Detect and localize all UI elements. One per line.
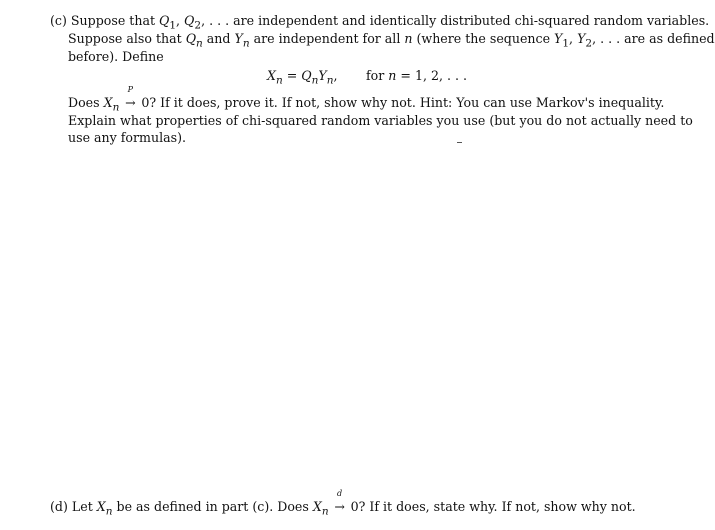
part-c-question-line-1: Does $X_n$ P → 0? If it does, prove it. If not, show why not. Hint: You can use Markov's inequality. <box>68 85 665 114</box>
equation-condition: for n = 1, 2, . . . <box>366 68 468 83</box>
part-d-label: (d) <box>50 499 68 514</box>
convergence-in-distribution-arrow: d → <box>334 489 345 514</box>
part-c-question-line-2: Explain what properties of chi-squared random variables you use (but you do not actually need to <box>68 113 693 128</box>
part-c-line-3: before). Define <box>68 49 164 64</box>
part-c-line-1: (c) Suppose that $Q_1$, $Q_2$, . . . are independent and identically distributed chi-squared random variables. <box>50 13 710 32</box>
part-c-question-line-3: use any formulas). <box>68 130 186 145</box>
part-c-line-2: Suppose also that $Q_n$ and $Y_n$ are independent for all n (where the sequence $Y_1$, $Y_2$, . . . are as defined <box>68 31 715 50</box>
convergence-in-probability-arrow: P → <box>125 85 136 110</box>
stray-mark <box>457 142 462 143</box>
part-c-label: (c) <box>50 13 67 28</box>
equation-definition: $X_n = Q_nY_n$, <box>267 68 338 87</box>
part-d-line: (d) Let $X_n$ be as defined in part (c). Does $X_n$ d → 0? If it does, state why. If not, show why not. <box>50 489 636 518</box>
